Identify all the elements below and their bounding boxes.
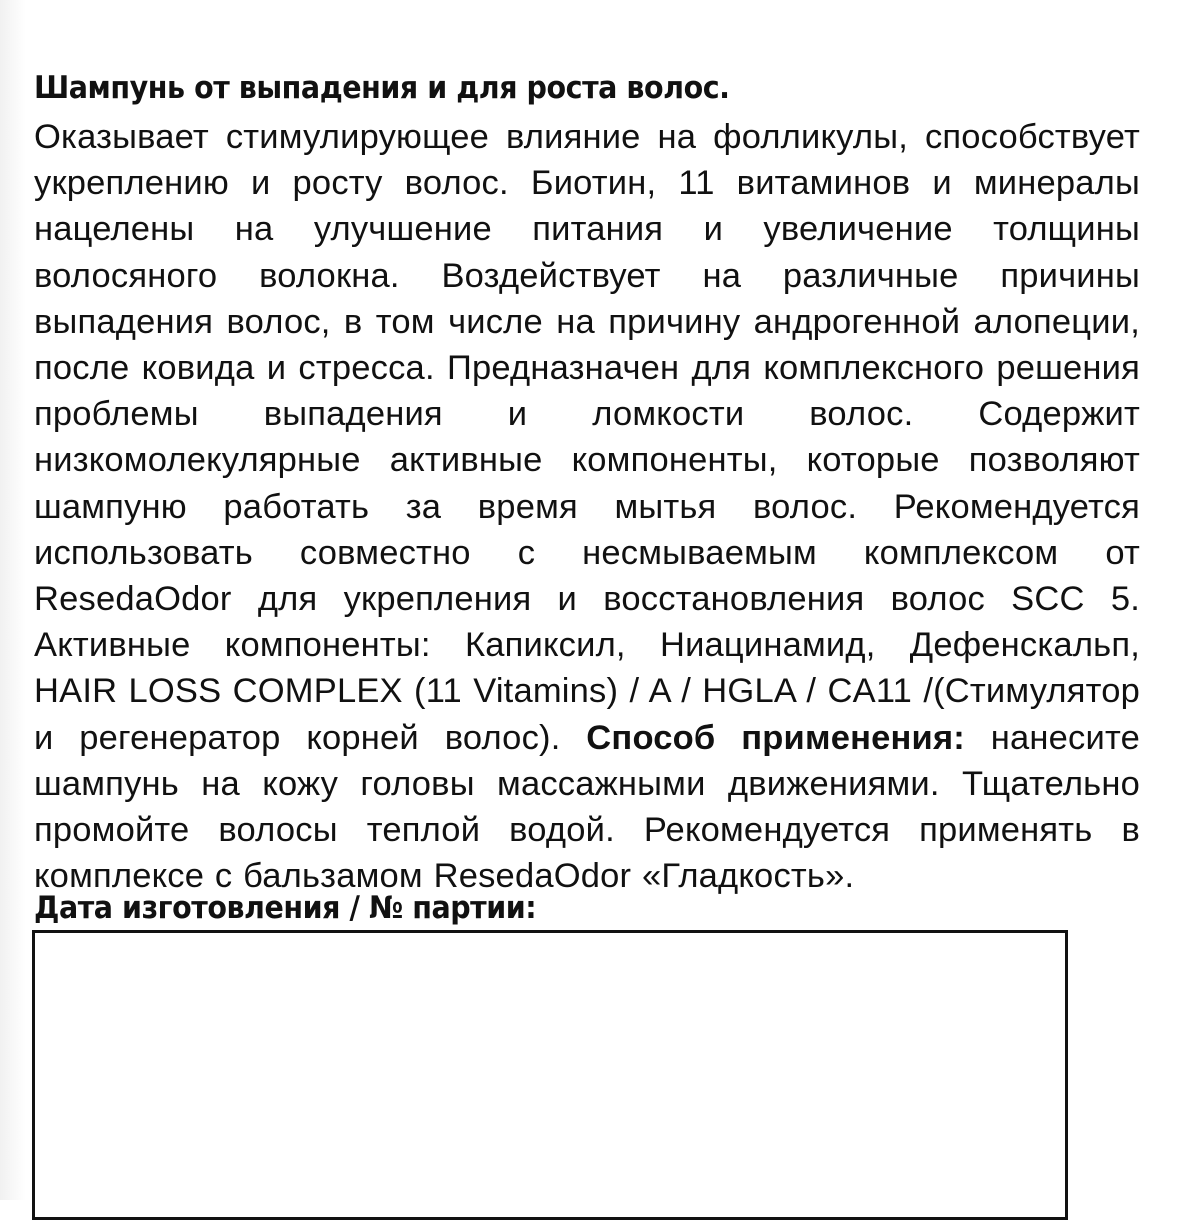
label-edge-shadow	[0, 0, 26, 1200]
product-title: Шампунь от выпадения и для роста волос.	[34, 70, 730, 106]
date-batch-box	[32, 930, 1068, 1220]
product-description	[34, 114, 1140, 899]
product-label	[34, 68, 1140, 899]
description-text: Оказывает стимулирующее влияние на фолликулы, способствует укреплению и росту волос. Биотин, 11 витаминов и минералы нацелены на улучшение питания и увеличение толщины волосяного волокна. Воздействует на различные причины выпадения волос, в том числе на причину андрогенной алопеции, после ковида и стресса. Предназначен для комплексного решения проблемы выпадения и ломкости волос. Содержит низкомолекулярные активные компоненты, которые позволяют шампуню работать за время мытья волос. Рекомендуется использовать совместно с несмываемым комплексом от ResedaOdor для укрепления и восстановления волос SCC 5. Активные компоненты: Капиксил, Ниацинамид, Дефенскальп, HAIR LOSS COMPLEX (11 Vitamins) / A / HGLA / CA11 /(Стимулятор и регенератор корней волос).	[34, 118, 1140, 757]
usage-heading: Способ применения:	[586, 718, 965, 757]
usage-text: нанесите шампунь на кожу головы массажными движениями. Тщательно промойте волосы теплой водой. Рекомендуется применять в комплексе с бальзамом ResedaOdor «Гладкость».	[34, 718, 1140, 896]
date-batch-label: Дата изготовления / № партии:	[34, 890, 537, 926]
